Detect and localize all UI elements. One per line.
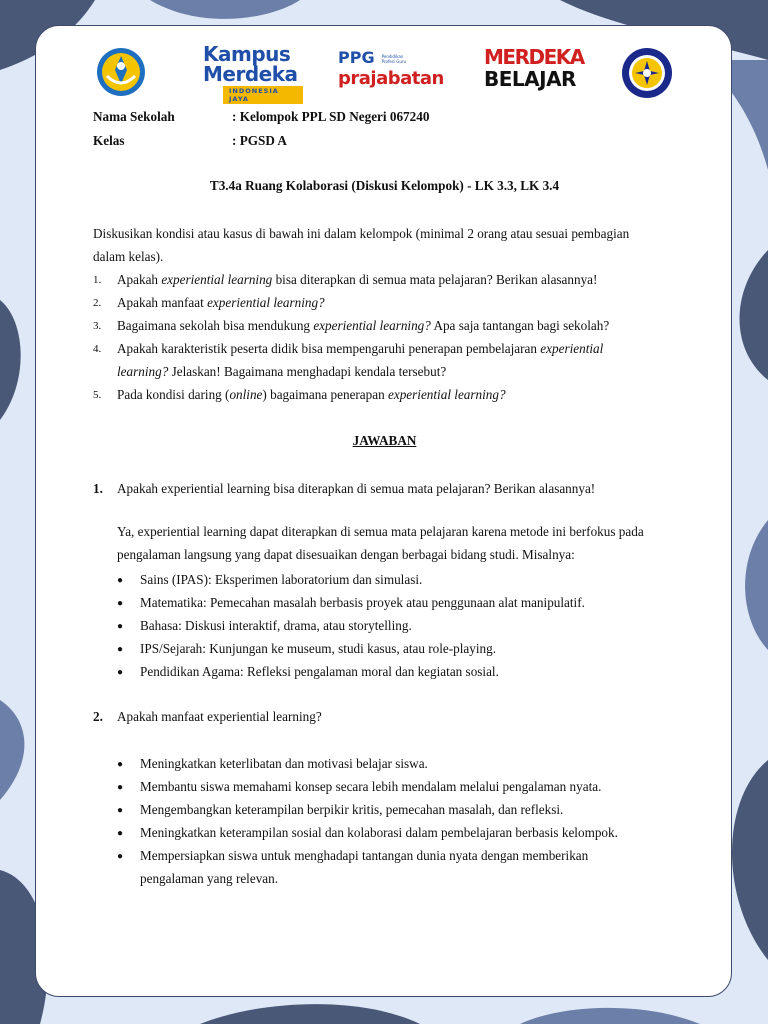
ppg-small-text: Pendidikan Profesi Guru xyxy=(381,54,407,65)
document-title: T3.4a Ruang Kolaborasi (Diskusi Kelompok) - LK 3.3, LK 3.4 xyxy=(209,178,560,193)
ppg-text: PPG xyxy=(338,48,375,67)
school-value: : Kelompok PPL SD Negeri 067240 xyxy=(232,109,430,124)
document-page: Kampus Merdeka INDONESIA JAYA PPG Pendidikan Profesi Guru prajabatan MERDEKA BELAJAR Nama Sekolah : Kelompok PPL SD Negeri 067240 Kelas : PGSD A T3.4a Ruang Kolaborasi (Diskusi Kelompok) - LK 3.3, LK 3.4 Diskusikan kondisi atau kasus di bawah ini dalam kelompok (minimal 2 orang atau sesuai pembagian dalam kelas). 1. Apakah experiential learning bisa diterapkan di semua mata pelajaran? Berikan alasannya! 2. Apakah manfaat experiential learning? 3. Bagaimana sekolah bisa mendukung experiential learning? Apa saja tantangan bagi sekolah? 4. Apakah karakteristik peserta didik bisa mempengaruhi penerapan pembelajaran experiential learning? Jelaskan! Bagaimana menghadapi kendala tersebut? 5. Pada kondisi daring (online) bagaimana penerapan experiential learning? JAWABAN 1. Apakah experiential learning bisa diterapkan di semua mata pelajaran? Berikan alasannya! Ya, experiential learning dapat diterapkan di semua mata pelajaran karena metode ini berfokus pada pengalaman langsung yang dapat disesuaikan dengan berbagai bidang studi. Misalnya: ● Sains (IPAS): Eksperimen laboratorium dan simulasi. ● Matematika: Pemecahan masalah berbasis proyek atau penggunaan alat manipulatif. ● Bahasa: Diskusi interaktif, drama, atau storytelling. ● IPS/Sejarah: Kunjungan ke museum, studi kasus, atau role-playing. ● Pendidikan Agama: Refleksi pengalaman moral dan kegiatan sosial. 2. Apakah manfaat experiential learning? ● Meningkatkan keterlibatan dan motivasi belajar siswa. ● Membantu siswa memahami konsep secara lebih mendalam melalui pengalaman nyata. ● Mengembangkan keterampilan berpikir kritis, pemecahan masalah, dan refleksi. ● Meningkatkan keterampilan sosial dan kolaborasi dalam pembelajaran berbasis kelompok. ● Mempersiapkan siswa untuk menghadapi tantangan dunia nyata dengan memberikan pengalaman yang relevan. xyxy=(35,25,732,997)
class-value: : PGSD A xyxy=(232,133,287,148)
logo-bar xyxy=(36,36,731,106)
belajar-word: BELAJAR xyxy=(484,67,576,91)
kampus-text: Kampus xyxy=(203,42,291,66)
answer-heading: JAWABAN xyxy=(352,433,417,448)
kampus-merdeka-logo xyxy=(203,44,303,102)
merdeka-text: Merdeka xyxy=(203,62,298,86)
indonesia-jaya-tag: INDONESIA JAYA xyxy=(223,86,303,104)
university-seal-logo xyxy=(621,47,673,99)
merdeka-belajar-logo xyxy=(484,45,584,96)
intro-paragraph xyxy=(93,222,676,268)
intro-line-2: dalam kelas). xyxy=(93,249,164,264)
prajabatan-text: prajabatan xyxy=(338,68,444,89)
ppg-prajabatan-logo xyxy=(338,48,448,98)
class-label: Kelas xyxy=(93,133,125,148)
merdeka-word: MERDEKA xyxy=(484,45,584,69)
school-label: Nama Sekolah xyxy=(93,109,175,124)
intro-line-1: Diskusikan kondisi atau kasus di bawah ini dalam kelompok (minimal 2 orang atau sesuai pembagian xyxy=(93,226,630,241)
answer-1-paragraph: Ya, experiential learning dapat diterapkan di semua mata pelajaran karena metode ini berfokus pada pengalaman langsung yang dapat disesuaikan dengan berbagai bidang studi. Misalnya: xyxy=(117,524,644,562)
tut-wuri-handayani-logo xyxy=(93,46,149,98)
